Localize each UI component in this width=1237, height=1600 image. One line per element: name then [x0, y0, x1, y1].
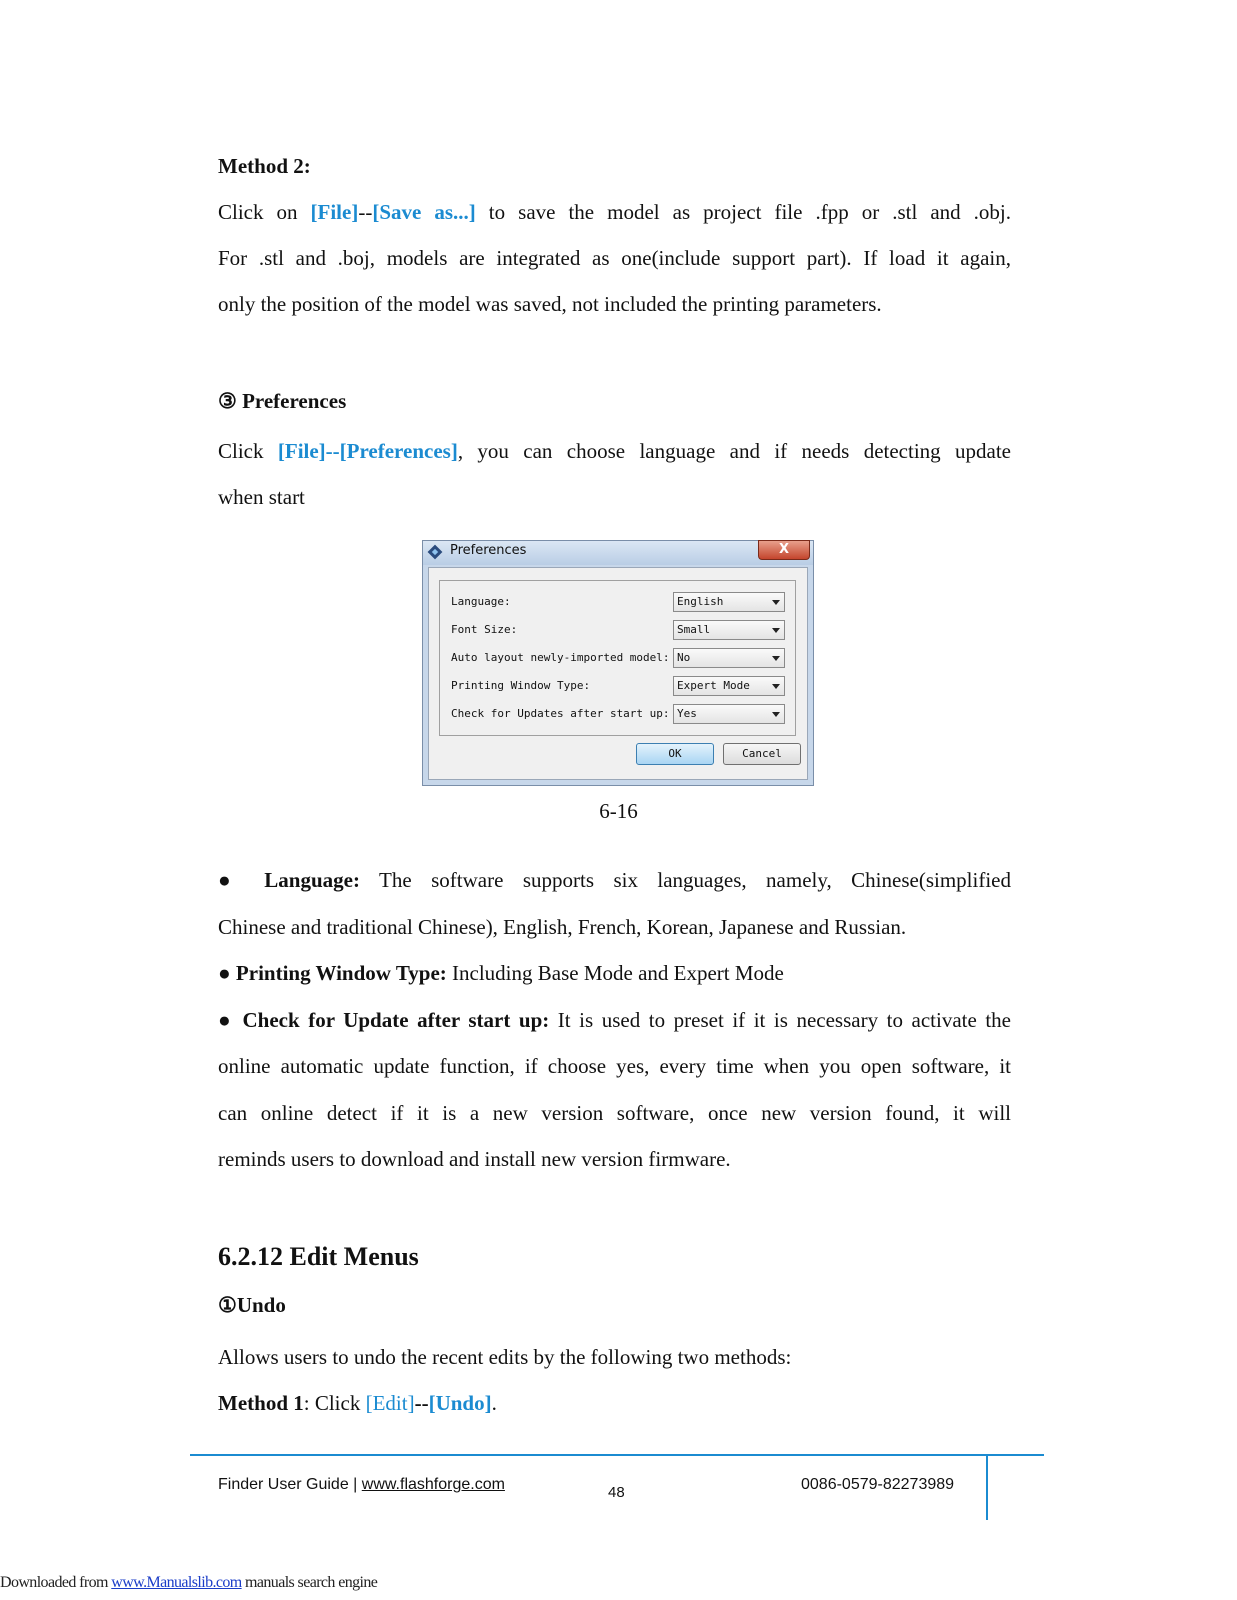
footer-phone: 0086-0579-82273989 — [801, 1476, 955, 1493]
footer-guide: Finder User Guide | www.flashforge.com — [218, 1476, 505, 1493]
file-menu-link: [File] — [310, 200, 359, 224]
method2-line-1: Click on [File]--[Save as...] to save the model as project file .fpp or .stl and .obj. — [218, 200, 1011, 224]
footer-vertical-rule — [986, 1456, 988, 1520]
dialog-title-bar — [423, 541, 813, 565]
language-row — [451, 592, 791, 614]
font-size-select[interactable]: Small — [673, 620, 785, 640]
chevron-down-icon — [772, 628, 780, 633]
save-as-menu-link: [Save as...] — [372, 200, 476, 224]
bullet-check-update-line-3: can online detect if it is a new version software, once new version found, it will — [218, 1101, 1011, 1125]
bullet-check-update-line-2: online automatic update function, if choose yes, every time when you open software, it — [218, 1054, 1011, 1078]
chevron-down-icon — [772, 684, 780, 689]
undo-menu-link: [Undo] — [428, 1391, 492, 1415]
auto-layout-label: Auto layout newly-imported model: — [451, 651, 670, 664]
method2-line-3: only the position of the model was saved, not included the printing parameters. — [218, 292, 882, 316]
method2-heading: Method 2: — [218, 154, 311, 178]
printing-window-type-label: Printing Window Type: — [451, 679, 591, 692]
bullet-check-update-line-1: ● Check for Update after start up: It is used to preset if it is necessary to activate the — [218, 1008, 1011, 1032]
footer-website-link[interactable]: www.flashforge.com — [361, 1476, 505, 1493]
preferences-line-2: when start — [218, 485, 305, 509]
close-icon[interactable]: X — [758, 540, 810, 560]
bullet-language-line-1: ● Language: The software supports six languages, namely, Chinese(simplified — [218, 868, 1011, 892]
footer-rule — [190, 1454, 1044, 1456]
dialog-title: Preferences — [450, 543, 527, 558]
auto-layout-row — [451, 648, 791, 670]
undo-method-1: Method 1: Click [Edit]--[Undo]. — [218, 1391, 497, 1415]
download-notice: Downloaded from www.Manualslib.com manuals search engine — [0, 1574, 378, 1591]
app-logo-icon — [428, 545, 443, 560]
printing-window-type-select[interactable]: Expert Mode — [673, 676, 785, 696]
check-updates-label: Check for Updates after start up: — [451, 707, 670, 720]
preferences-heading: ③ Preferences — [218, 389, 347, 413]
section-heading-edit-menus: 6.2.12 Edit Menus — [218, 1242, 419, 1271]
language-select[interactable]: English — [673, 592, 785, 612]
bullet-language-line-2: Chinese and traditional Chinese), English, French, Korean, Japanese and Russian. — [218, 915, 907, 939]
dialog-body — [428, 567, 808, 780]
chevron-down-icon — [772, 656, 780, 661]
bullet-check-update-line-4: reminds users to download and install new version firmware. — [218, 1147, 731, 1171]
printing-window-type-row — [451, 676, 791, 698]
ok-button[interactable]: OK — [636, 743, 714, 765]
figure-caption: 6-16 — [599, 799, 638, 823]
preferences-line-1: Click [File]--[Preferences], you can choose language and if needs detecting update — [218, 439, 1011, 463]
edit-menu-link: [Edit] — [365, 1391, 415, 1415]
bullet-printing-window-type: ● Printing Window Type: Including Base Mode and Expert Mode — [218, 961, 784, 985]
auto-layout-select[interactable]: No — [673, 648, 785, 668]
font-size-label: Font Size: — [451, 623, 518, 636]
preferences-menu-link: [File]--[Preferences] — [277, 439, 458, 463]
undo-description: Allows users to undo the recent edits by the following two methods: — [218, 1345, 792, 1369]
method2-line-2: For .stl and .boj, models are integrated as one(include support part). If load it again, — [218, 246, 1011, 270]
language-label: Language: — [451, 595, 511, 608]
undo-heading: ①Undo — [218, 1293, 286, 1317]
manualslib-link[interactable]: www.Manualslib.com — [111, 1574, 242, 1591]
page-number: 48 — [608, 1484, 625, 1501]
chevron-down-icon — [772, 712, 780, 717]
chevron-down-icon — [772, 600, 780, 605]
settings-group — [439, 580, 796, 736]
cancel-button[interactable]: Cancel — [723, 743, 801, 765]
check-updates-select[interactable]: Yes — [673, 704, 785, 724]
preferences-dialog — [422, 540, 814, 786]
check-updates-row — [451, 704, 791, 726]
font-size-row — [451, 620, 791, 642]
